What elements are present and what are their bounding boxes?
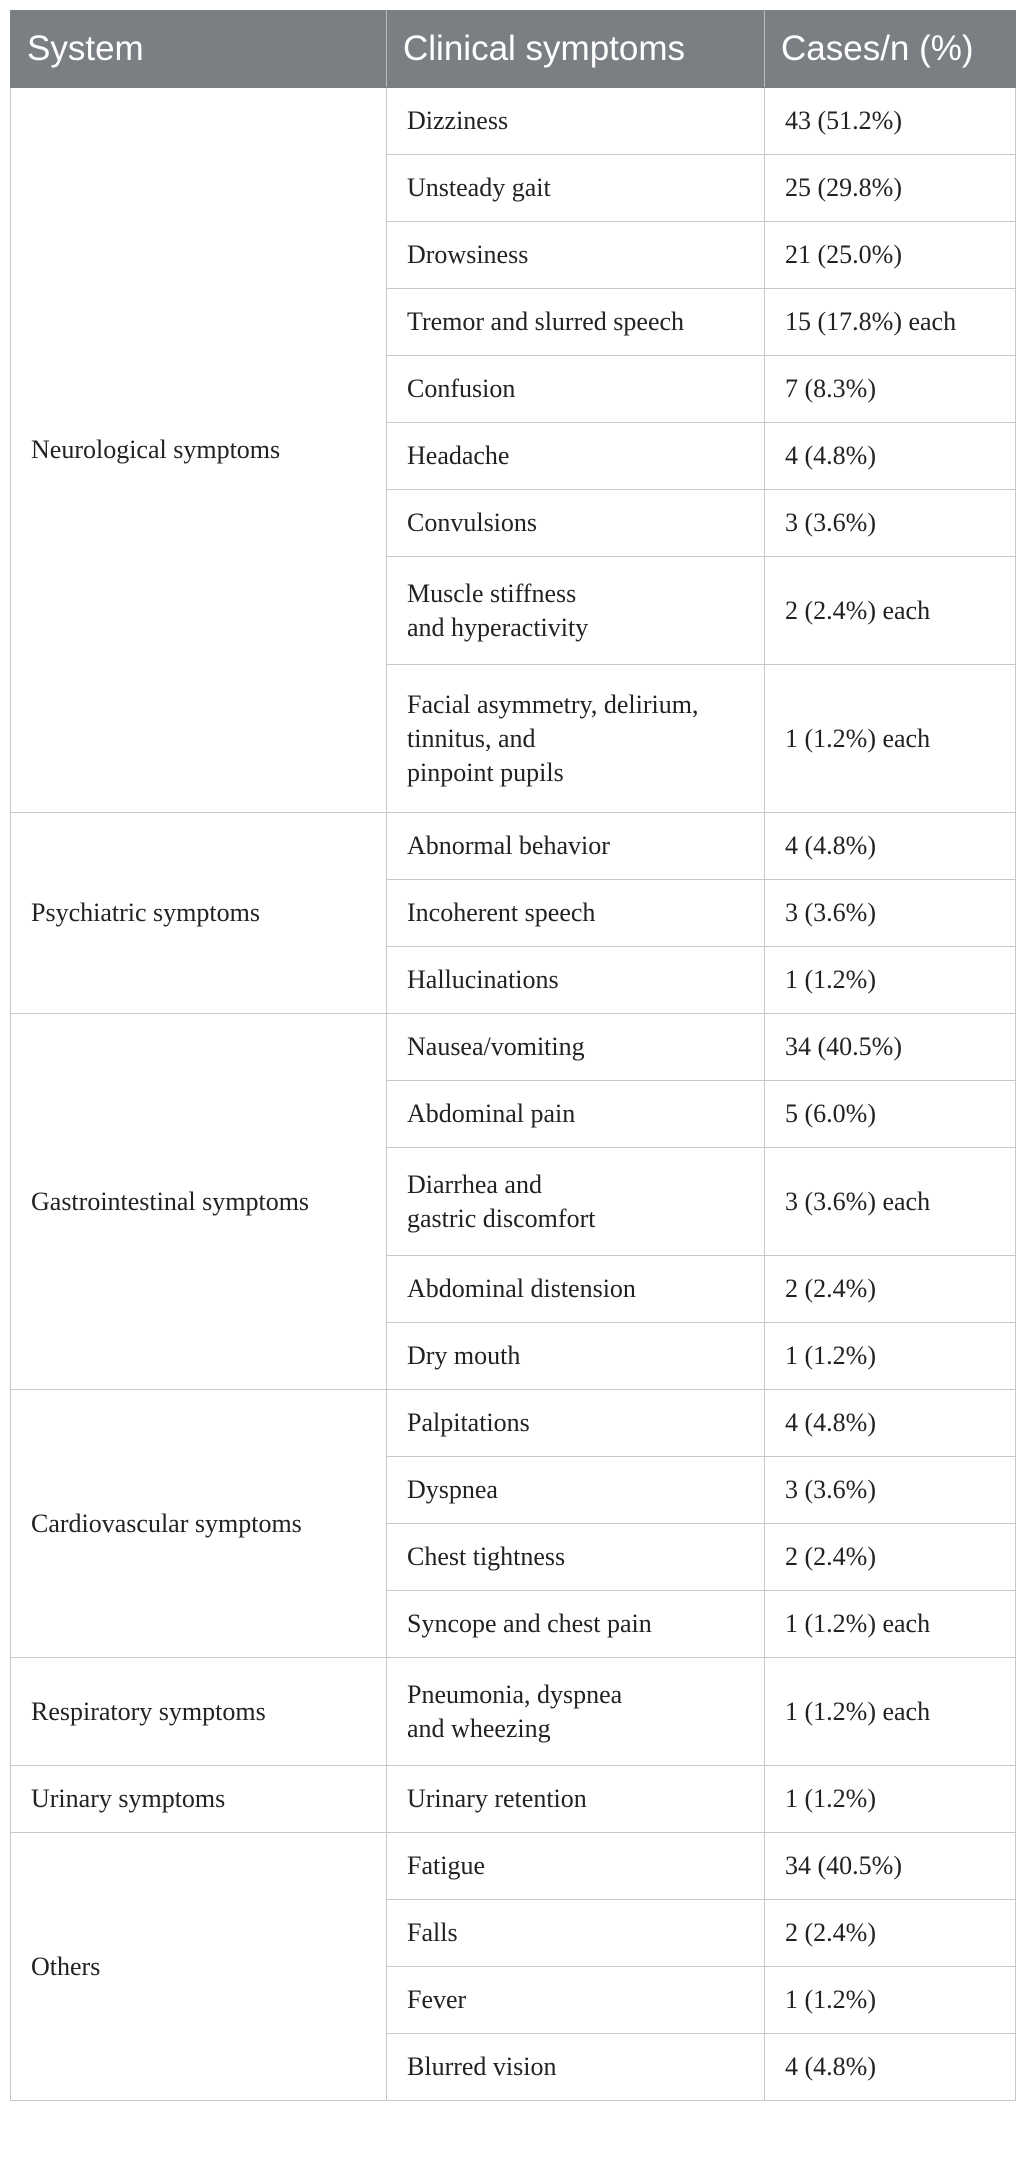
header-row bbox=[11, 11, 1016, 88]
symptom-cell: Falls bbox=[387, 1900, 765, 1967]
table-body bbox=[11, 88, 1016, 2101]
header-cases: Cases/n (%) bbox=[765, 11, 1016, 88]
cases-cell: 1 (1.2%) each bbox=[765, 1658, 1016, 1766]
table-row bbox=[11, 1833, 1016, 1900]
header-clinical-symptoms: Clinical symptoms bbox=[387, 11, 765, 88]
symptom-cell: Dizziness bbox=[387, 88, 765, 155]
symptom-cell: Fatigue bbox=[387, 1833, 765, 1900]
symptom-cell: Convulsions bbox=[387, 490, 765, 557]
system-cell: Respiratory symptoms bbox=[11, 1658, 387, 1766]
table-row bbox=[11, 1014, 1016, 1081]
symptom-cell: Dry mouth bbox=[387, 1323, 765, 1390]
cases-cell: 43 (51.2%) bbox=[765, 88, 1016, 155]
symptom-cell: Syncope and chest pain bbox=[387, 1591, 765, 1658]
cases-cell: 7 (8.3%) bbox=[765, 356, 1016, 423]
symptom-cell: Muscle stiffness and hyperactivity bbox=[387, 557, 765, 665]
header-system: System bbox=[11, 11, 387, 88]
cases-cell: 4 (4.8%) bbox=[765, 813, 1016, 880]
cases-cell: 1 (1.2%) each bbox=[765, 665, 1016, 813]
symptom-cell: Abdominal distension bbox=[387, 1256, 765, 1323]
symptom-cell: Blurred vision bbox=[387, 2034, 765, 2101]
system-cell: Neurological symptoms bbox=[11, 88, 387, 813]
table-row bbox=[11, 1766, 1016, 1833]
cases-cell: 4 (4.8%) bbox=[765, 2034, 1016, 2101]
symptom-cell: Chest tightness bbox=[387, 1524, 765, 1591]
symptom-cell: Fever bbox=[387, 1967, 765, 2034]
symptom-cell: Diarrhea and gastric discomfort bbox=[387, 1148, 765, 1256]
table-header bbox=[11, 11, 1016, 88]
cases-cell: 34 (40.5%) bbox=[765, 1014, 1016, 1081]
cases-cell: 1 (1.2%) bbox=[765, 1766, 1016, 1833]
symptom-cell: Palpitations bbox=[387, 1390, 765, 1457]
cases-cell: 4 (4.8%) bbox=[765, 423, 1016, 490]
cases-cell: 1 (1.2%) each bbox=[765, 1591, 1016, 1658]
symptom-cell: Nausea/vomiting bbox=[387, 1014, 765, 1081]
cases-cell: 2 (2.4%) each bbox=[765, 557, 1016, 665]
cases-cell: 3 (3.6%) bbox=[765, 880, 1016, 947]
cases-cell: 2 (2.4%) bbox=[765, 1256, 1016, 1323]
symptom-cell: Abdominal pain bbox=[387, 1081, 765, 1148]
symptom-cell: Tremor and slurred speech bbox=[387, 289, 765, 356]
cases-cell: 2 (2.4%) bbox=[765, 1900, 1016, 1967]
symptom-cell: Incoherent speech bbox=[387, 880, 765, 947]
cases-cell: 3 (3.6%) bbox=[765, 1457, 1016, 1524]
system-cell: Urinary symptoms bbox=[11, 1766, 387, 1833]
symptoms-table bbox=[10, 10, 1016, 2101]
symptom-cell: Drowsiness bbox=[387, 222, 765, 289]
symptom-cell: Urinary retention bbox=[387, 1766, 765, 1833]
symptom-cell: Unsteady gait bbox=[387, 155, 765, 222]
cases-cell: 5 (6.0%) bbox=[765, 1081, 1016, 1148]
table-row bbox=[11, 1658, 1016, 1766]
cases-cell: 21 (25.0%) bbox=[765, 222, 1016, 289]
system-cell: Gastrointestinal symptoms bbox=[11, 1014, 387, 1390]
symptoms-table-container bbox=[10, 10, 1015, 2101]
system-cell: Cardiovascular symptoms bbox=[11, 1390, 387, 1658]
table-row bbox=[11, 813, 1016, 880]
symptom-cell: Abnormal behavior bbox=[387, 813, 765, 880]
cases-cell: 1 (1.2%) bbox=[765, 1967, 1016, 2034]
system-cell: Others bbox=[11, 1833, 387, 2101]
table-row bbox=[11, 1390, 1016, 1457]
table-row bbox=[11, 88, 1016, 155]
cases-cell: 3 (3.6%) bbox=[765, 490, 1016, 557]
system-cell: Psychiatric symptoms bbox=[11, 813, 387, 1014]
cases-cell: 15 (17.8%) each bbox=[765, 289, 1016, 356]
cases-cell: 25 (29.8%) bbox=[765, 155, 1016, 222]
cases-cell: 4 (4.8%) bbox=[765, 1390, 1016, 1457]
cases-cell: 3 (3.6%) each bbox=[765, 1148, 1016, 1256]
cases-cell: 1 (1.2%) bbox=[765, 1323, 1016, 1390]
symptom-cell: Facial asymmetry, delirium, tinnitus, and pinpoint pupils bbox=[387, 665, 765, 813]
cases-cell: 1 (1.2%) bbox=[765, 947, 1016, 1014]
symptom-cell: Dyspnea bbox=[387, 1457, 765, 1524]
cases-cell: 2 (2.4%) bbox=[765, 1524, 1016, 1591]
cases-cell: 34 (40.5%) bbox=[765, 1833, 1016, 1900]
symptom-cell: Headache bbox=[387, 423, 765, 490]
symptom-cell: Hallucinations bbox=[387, 947, 765, 1014]
symptom-cell: Confusion bbox=[387, 356, 765, 423]
symptom-cell: Pneumonia, dyspnea and wheezing bbox=[387, 1658, 765, 1766]
